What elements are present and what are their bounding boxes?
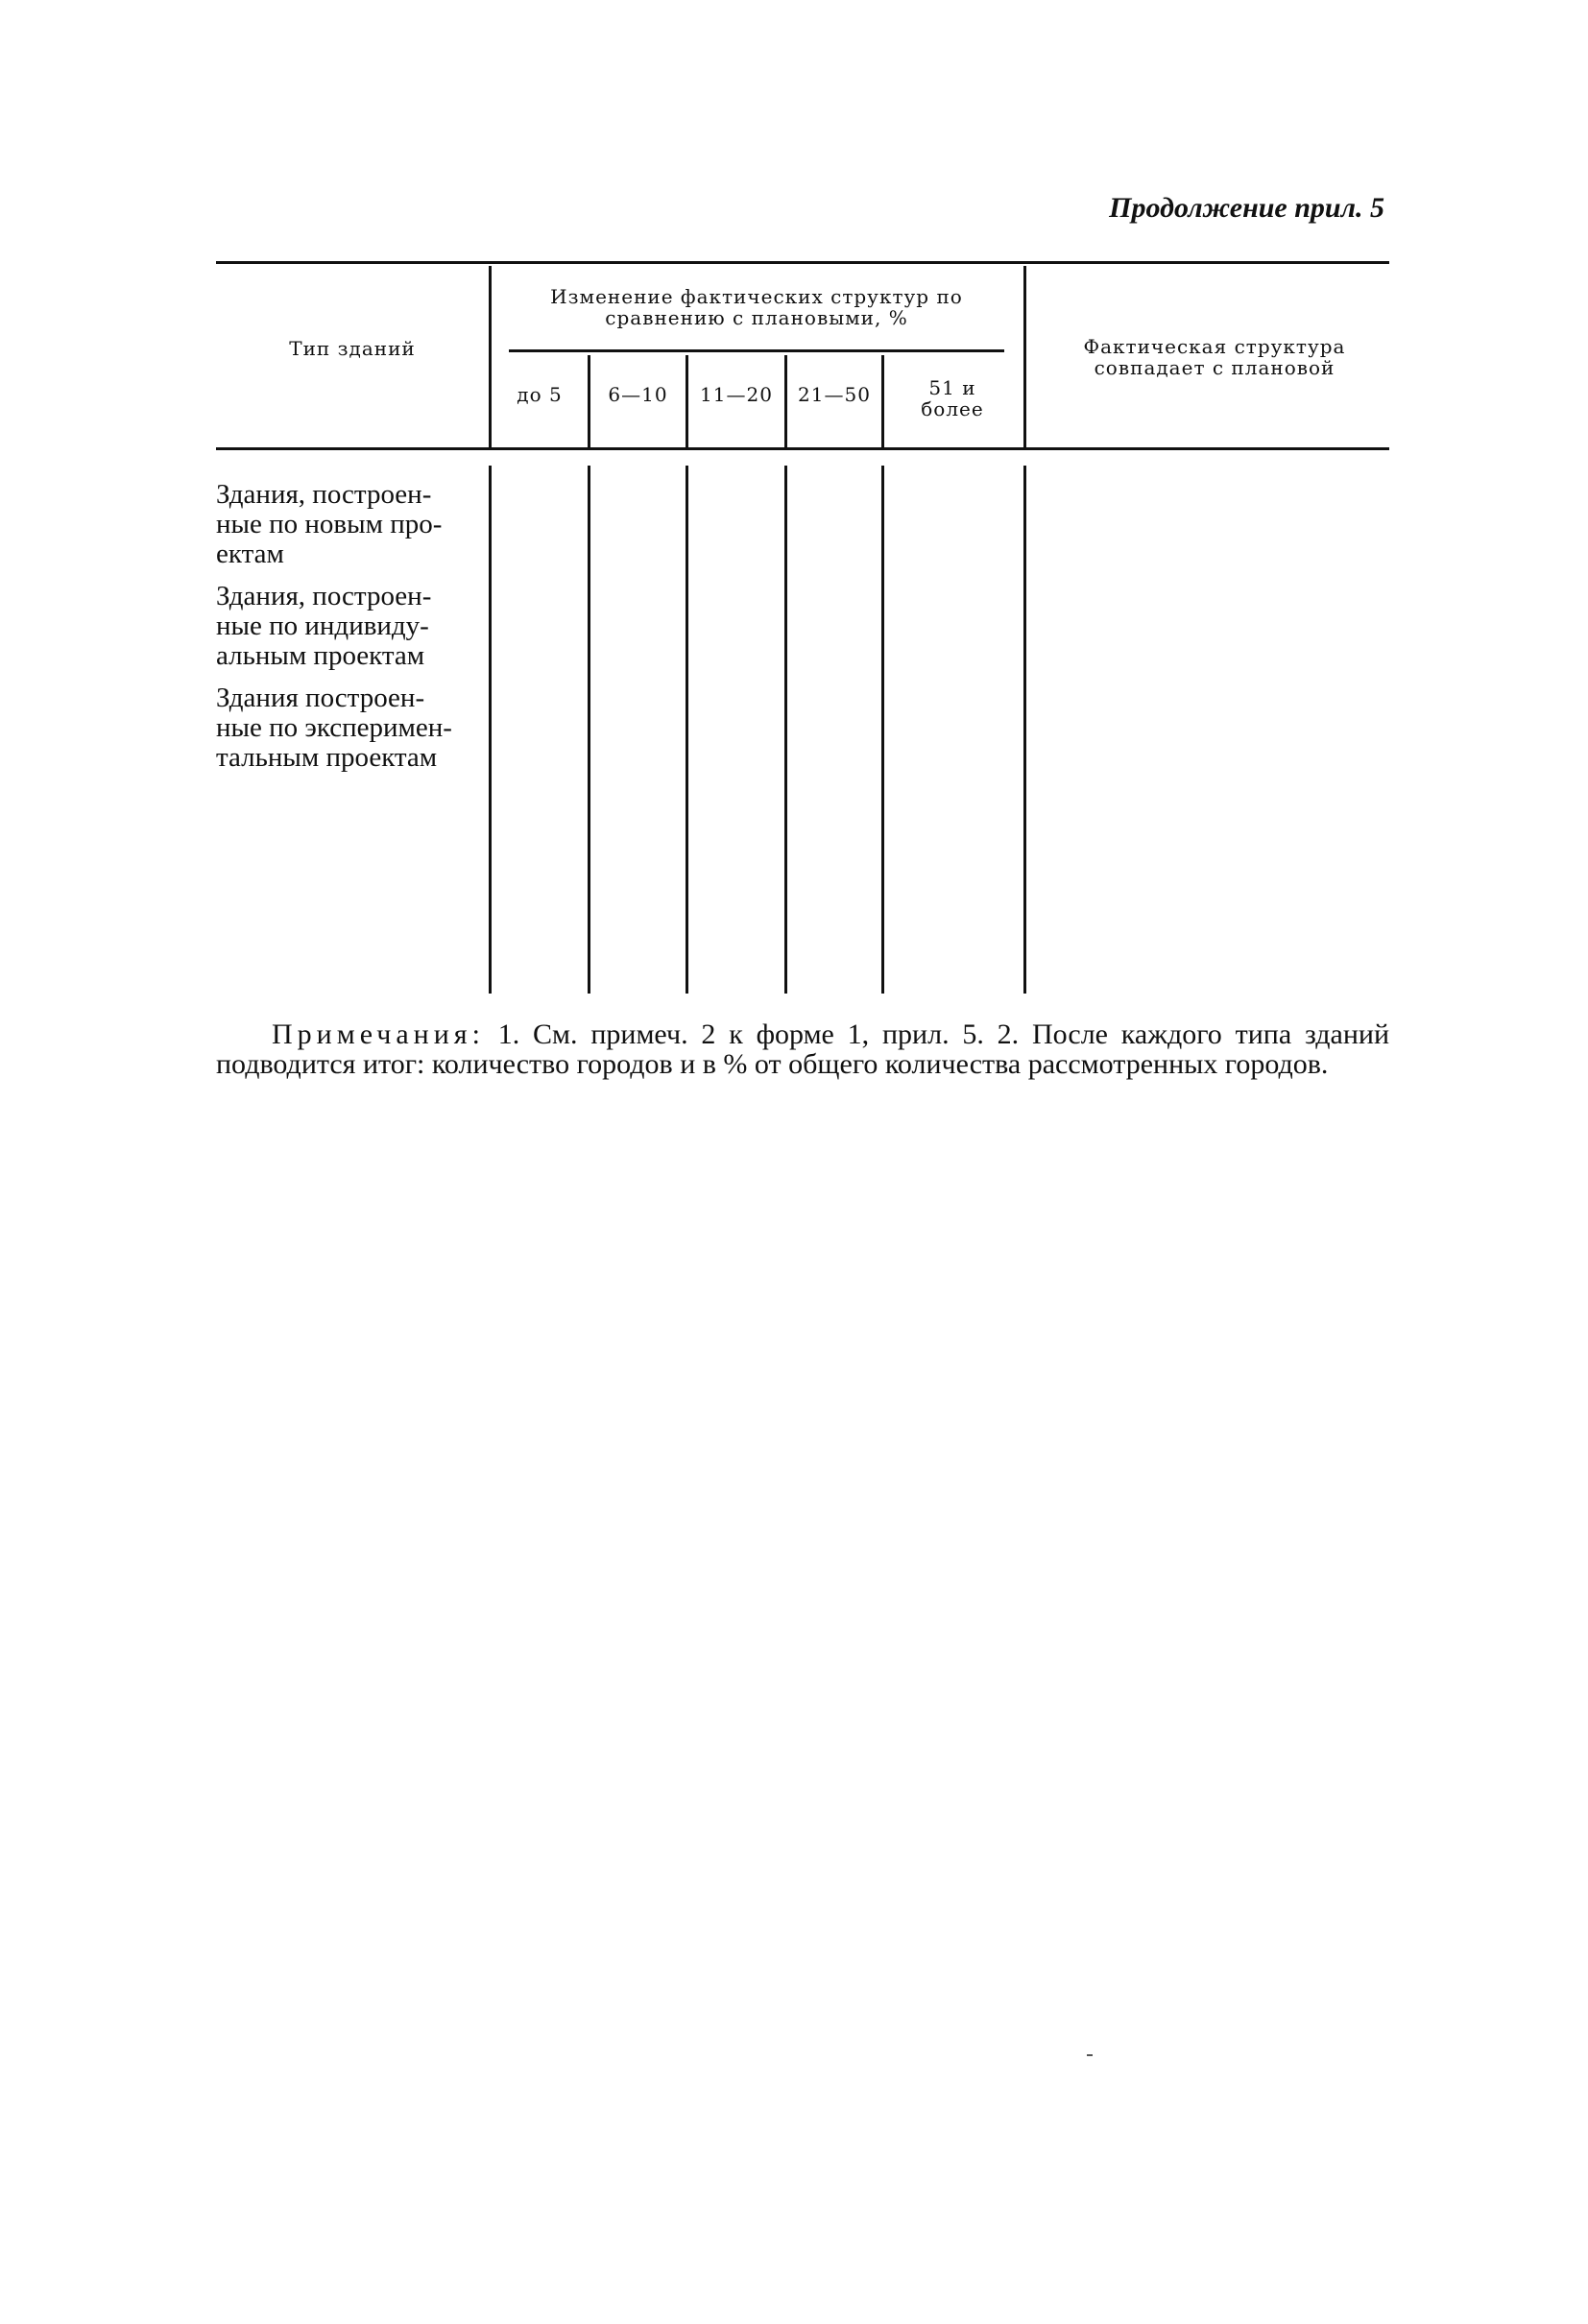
subheader-upto5: до 5 bbox=[517, 383, 563, 406]
column-divider bbox=[588, 466, 590, 994]
row-label-line: Здания построен- bbox=[216, 683, 425, 713]
row-label-experimental-projects bbox=[216, 683, 489, 773]
group-header-rule bbox=[509, 349, 1004, 352]
header-change-group: Изменение фактических структур по сравнению с плановыми, % bbox=[550, 285, 963, 329]
row-label-line: Здания, построен- bbox=[216, 581, 432, 611]
notes-label: Примечания: bbox=[272, 1018, 485, 1050]
subheader-21-50: 21—50 bbox=[798, 383, 871, 406]
row-label-line: ные по индивиду- bbox=[216, 611, 429, 641]
row-label-individual-projects bbox=[216, 582, 489, 671]
subheader-6-10: 6—10 bbox=[608, 383, 668, 406]
header-structure-match: Фактическая структура совпадает с плановой bbox=[1083, 335, 1346, 379]
row-label-line: ные по новым про- bbox=[216, 509, 443, 539]
subheader-51-plus: 51 и более bbox=[921, 376, 984, 420]
column-divider bbox=[881, 355, 884, 447]
row-label-line: ные по эксперимен- bbox=[216, 712, 452, 743]
notes-paragraph bbox=[216, 1019, 1389, 1079]
column-divider bbox=[489, 266, 492, 447]
notes-text: 1. См. примеч. 2 к форме 1, прил. 5. 2. После каждого типа зданий подводится итог: количество городов и в % от общего количества рассмотренных городов. bbox=[216, 1018, 1389, 1080]
column-divider bbox=[784, 466, 787, 994]
column-divider bbox=[1023, 266, 1026, 447]
row-label-line: ектам bbox=[216, 539, 284, 569]
row-label-new-projects bbox=[216, 480, 489, 569]
scan-speck bbox=[1087, 2054, 1093, 2056]
header-bottom-rule bbox=[216, 447, 1389, 450]
page-reference: Продолжение прил. 5 bbox=[1109, 192, 1384, 224]
table-top-rule bbox=[216, 261, 1389, 264]
row-label-line: альным проектам bbox=[216, 640, 425, 671]
header-building-type: Тип зданий bbox=[289, 337, 416, 360]
column-divider bbox=[1023, 466, 1026, 994]
row-label-line: Здания, построен- bbox=[216, 479, 432, 510]
row-label-line: тальным проектам bbox=[216, 742, 438, 773]
subheader-11-20: 11—20 bbox=[700, 383, 773, 406]
column-divider bbox=[489, 466, 492, 994]
column-divider bbox=[686, 466, 688, 994]
column-divider bbox=[881, 466, 884, 994]
